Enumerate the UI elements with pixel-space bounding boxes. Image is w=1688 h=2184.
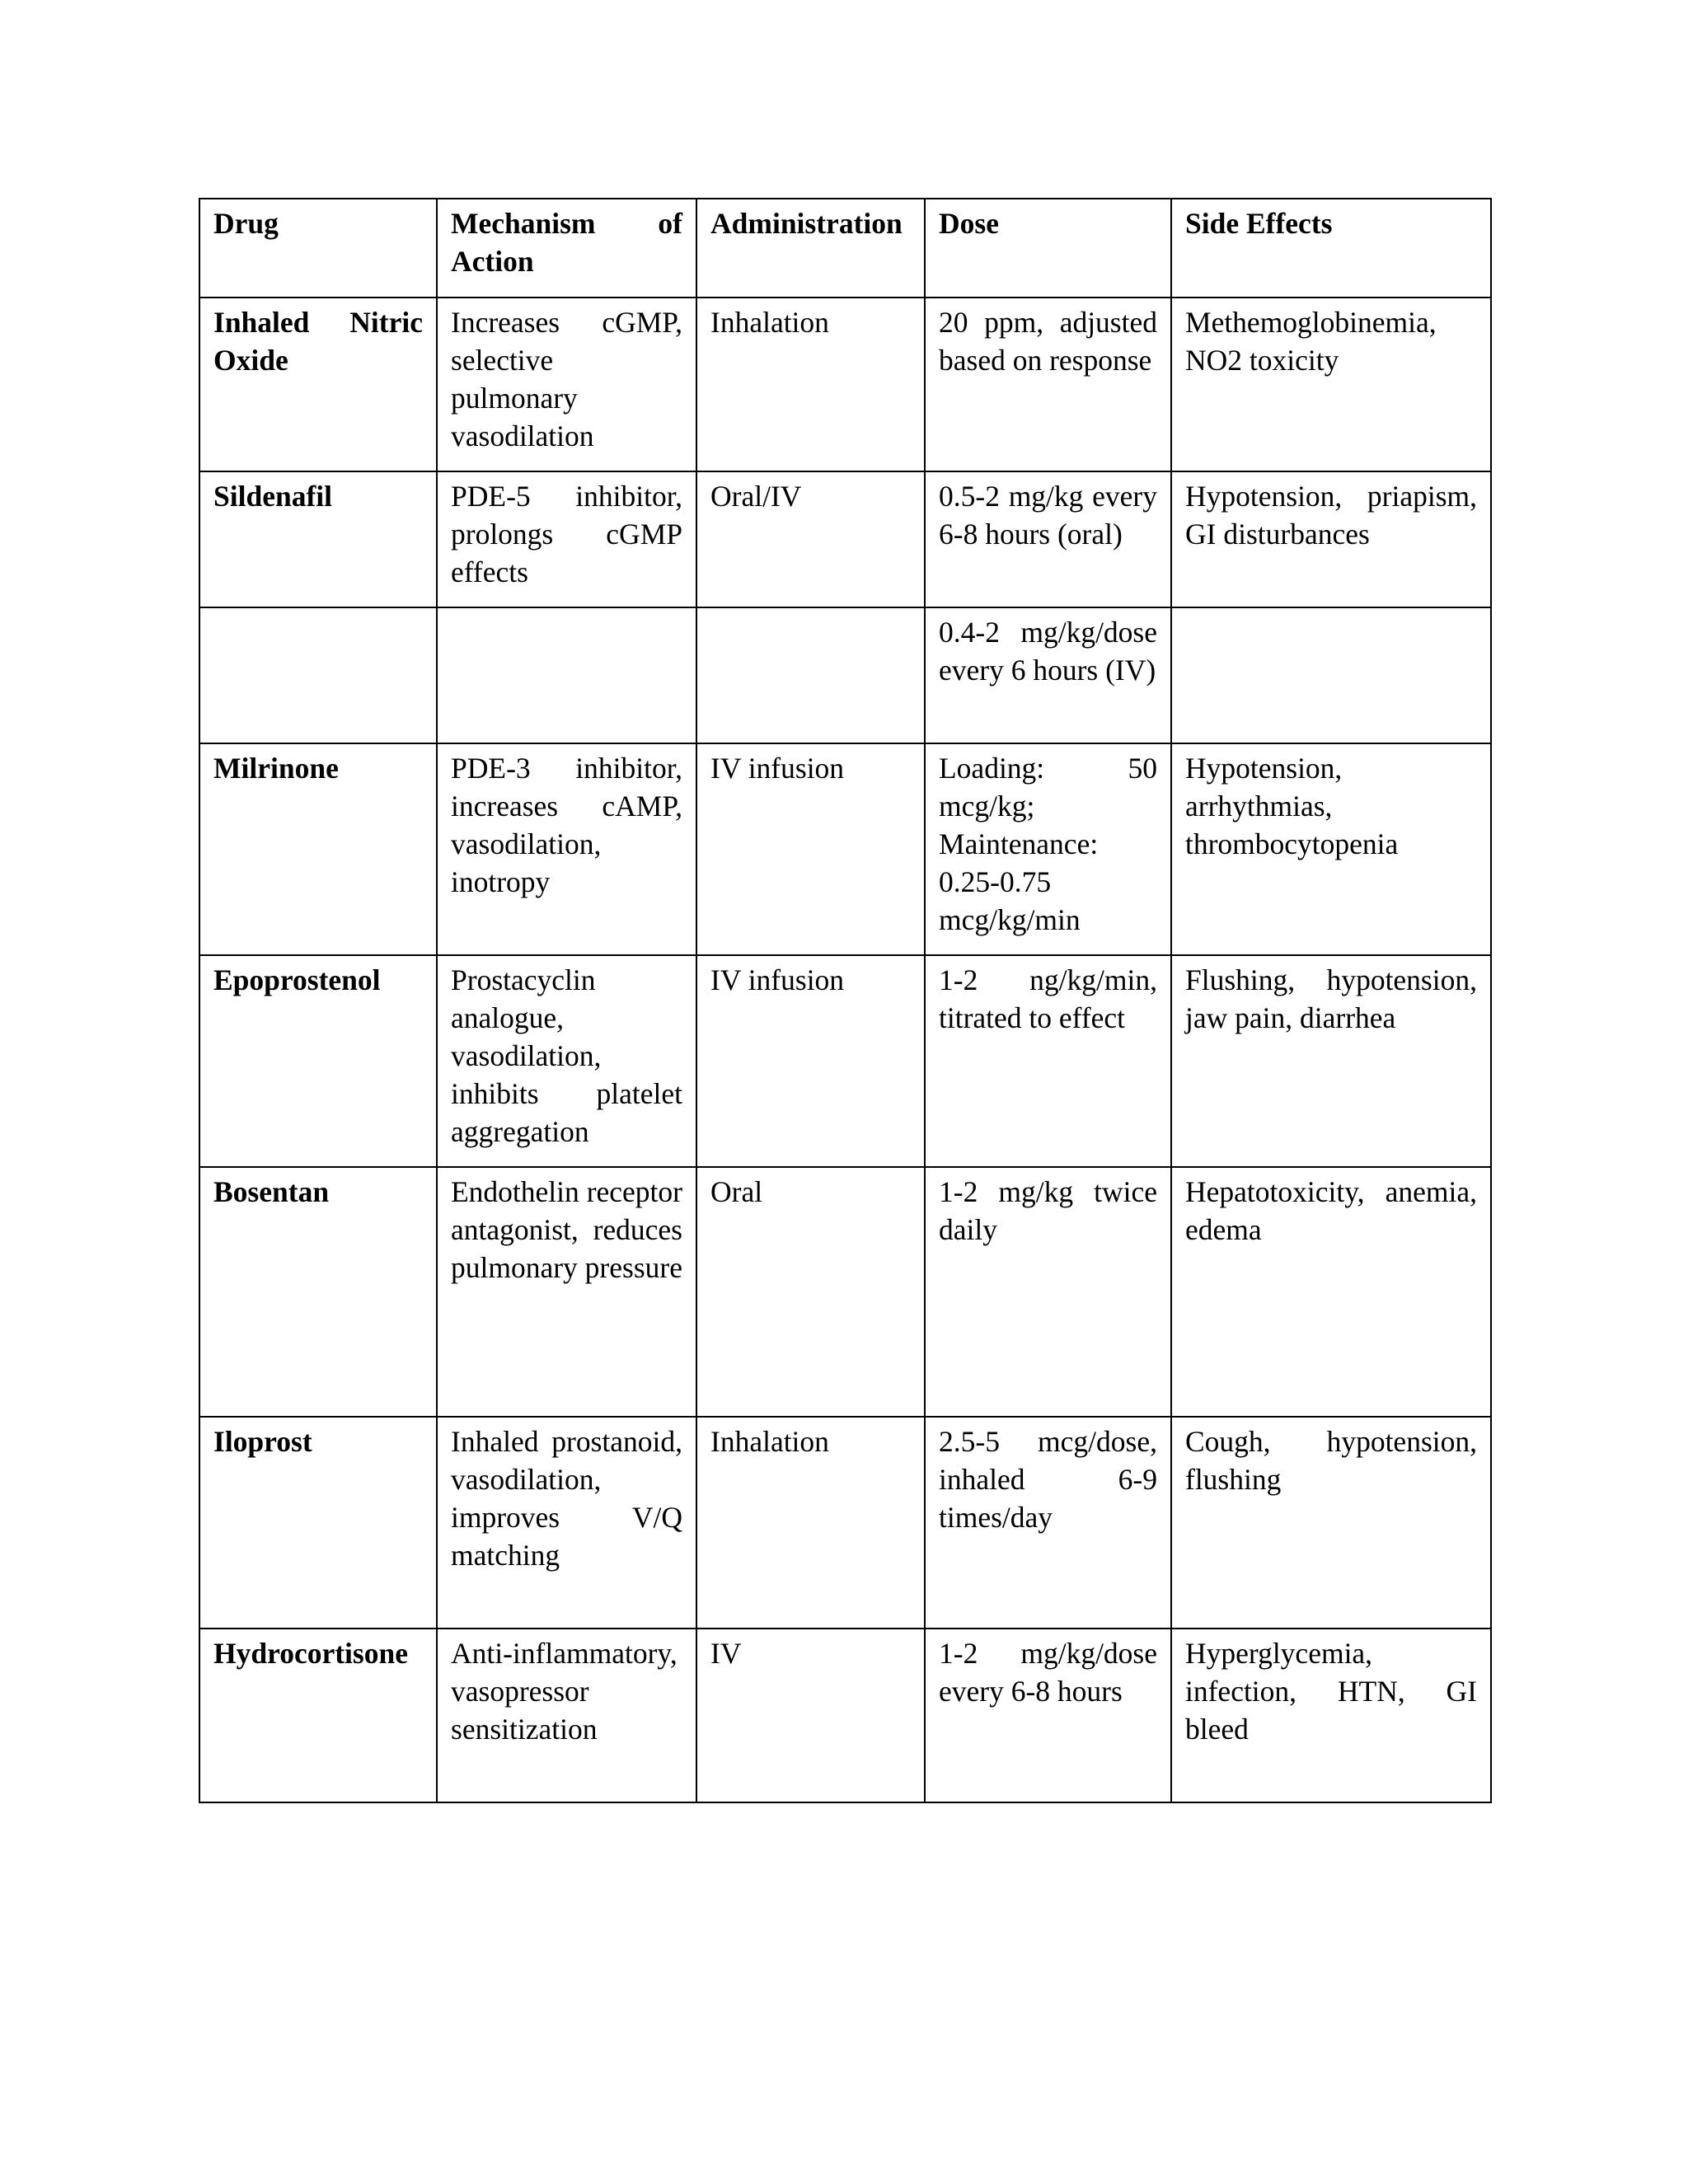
dose-cell: 1-2 mg/kg twice daily — [925, 1167, 1171, 1417]
drug-cell: Hydrocortisone — [199, 1629, 437, 1802]
side-effects-cell — [1171, 607, 1491, 743]
drug-cell: Epoprostenol — [199, 955, 437, 1167]
table-row — [199, 1417, 1491, 1629]
side-effects-cell: Flushing, hypotension, jaw pain, diarrhea — [1171, 955, 1491, 1167]
mechanism-cell: Inhaled prostanoid, vasodilation, improves V/Q matching — [437, 1417, 696, 1629]
administration-cell: IV infusion — [696, 955, 925, 1167]
drug-cell: Sildenafil — [199, 471, 437, 607]
side-effects-cell: Cough, hypotension, flushing — [1171, 1417, 1491, 1629]
mechanism-cell: PDE-3 inhibitor, increases cAMP, vasodilation, inotropy — [437, 743, 696, 955]
dose-cell: Loading: 50 mcg/kg; Maintenance: 0.25-0.75 mcg/kg/min — [925, 743, 1171, 955]
dose-cell: 0.4-2 mg/kg/dose every 6 hours (IV) — [925, 607, 1171, 743]
drug-cell: Milrinone — [199, 743, 437, 955]
mechanism-cell: Increases cGMP, selective pulmonary vasodilation — [437, 298, 696, 471]
header-dose: Dose — [925, 199, 1171, 298]
header-side-effects: Side Effects — [1171, 199, 1491, 298]
administration-cell — [696, 607, 925, 743]
administration-cell: Oral — [696, 1167, 925, 1417]
mechanism-cell: Endothelin receptor antagonist, reduces pulmonary pressure — [437, 1167, 696, 1417]
mechanism-cell: Anti-inflammatory, vasopressor sensitization — [437, 1629, 696, 1802]
drug-table — [199, 198, 1492, 1803]
dose-cell: 0.5-2 mg/kg every 6-8 hours (oral) — [925, 471, 1171, 607]
table-row — [199, 607, 1491, 743]
side-effects-cell: Hepatotoxicity, anemia, edema — [1171, 1167, 1491, 1417]
dose-cell: 1-2 ng/kg/min, titrated to effect — [925, 955, 1171, 1167]
side-effects-cell: Hyperglycemia, infection, HTN, GI bleed — [1171, 1629, 1491, 1802]
side-effects-cell: Hypotension, arrhythmias, thrombocytopenia — [1171, 743, 1491, 955]
header-administration: Administration — [696, 199, 925, 298]
dose-cell: 20 ppm, adjusted based on response — [925, 298, 1171, 471]
side-effects-cell: Methemoglobinemia, NO2 toxicity — [1171, 298, 1491, 471]
table-header-row — [199, 199, 1491, 298]
administration-cell: Oral/IV — [696, 471, 925, 607]
side-effects-cell: Hypotension, priapism, GI disturbances — [1171, 471, 1491, 607]
administration-cell: IV — [696, 1629, 925, 1802]
dose-cell: 1-2 mg/kg/dose every 6-8 hours — [925, 1629, 1171, 1802]
mechanism-cell — [437, 607, 696, 743]
table-row — [199, 743, 1491, 955]
administration-cell: Inhalation — [696, 298, 925, 471]
table-row — [199, 298, 1491, 471]
header-drug: Drug — [199, 199, 437, 298]
dose-cell: 2.5-5 mcg/dose, inhaled 6-9 times/day — [925, 1417, 1171, 1629]
table-row — [199, 471, 1491, 607]
mechanism-cell: PDE-5 inhibitor, prolongs cGMP effects — [437, 471, 696, 607]
table-row — [199, 1167, 1491, 1417]
drug-cell — [199, 607, 437, 743]
table-row — [199, 955, 1491, 1167]
drug-cell: Bosentan — [199, 1167, 437, 1417]
mechanism-cell: Prostacyclin analogue, vasodilation, inhibits platelet aggregation — [437, 955, 696, 1167]
drug-cell: Inhaled Nitric Oxide — [199, 298, 437, 471]
header-mechanism: Mechanism of Action — [437, 199, 696, 298]
drug-cell: Iloprost — [199, 1417, 437, 1629]
table-row — [199, 1629, 1491, 1802]
administration-cell: Inhalation — [696, 1417, 925, 1629]
administration-cell: IV infusion — [696, 743, 925, 955]
